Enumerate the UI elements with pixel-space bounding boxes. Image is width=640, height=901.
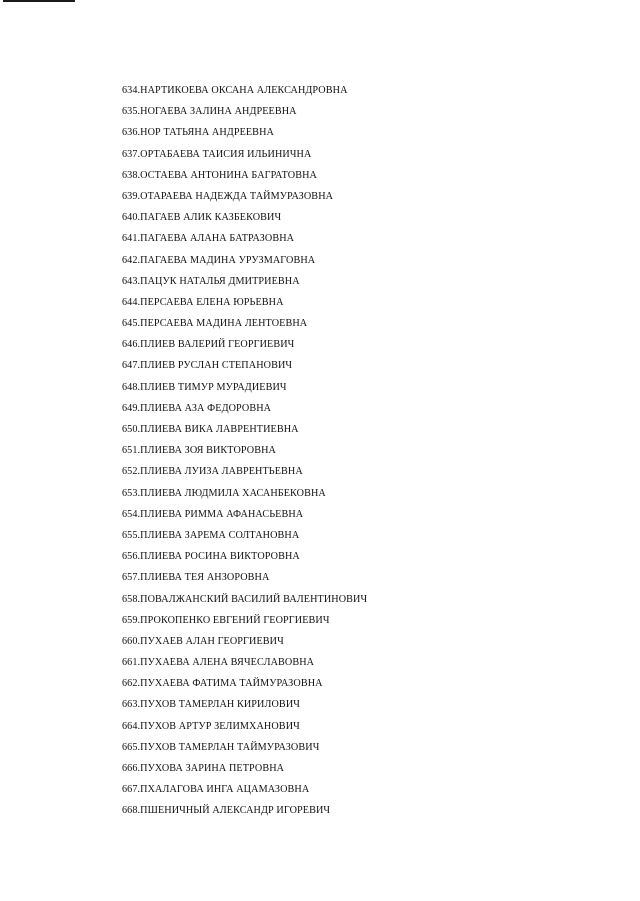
list-item: 639.ОТАРАЕВА НАДЕЖДА ТАЙМУРАЗОВНА — [122, 190, 334, 202]
list-item: 652.ПЛИЕВА ЛУИЗА ЛАВРЕНТЬЕВНА — [122, 466, 303, 478]
list-item: 636.НОР ТАТЬЯНА АНДРЕЕВНА — [122, 127, 274, 139]
list-item: 637.ОРТАБАЕВА ТАИСИЯ ИЛЬИНИЧНА — [122, 148, 312, 160]
list-item: 634.НАРТИКОЕВА ОКСАНА АЛЕКСАНДРОВНА — [122, 85, 348, 96]
list-item: 658.ПОВАЛЖАНСКИЙ ВАСИЛИЙ ВАЛЕНТИНОВИЧ — [122, 593, 368, 605]
list-item: 640.ПАГАЕВ АЛИК КАЗБЕКОВИЧ — [122, 212, 282, 224]
list-item: 643.ПАЦУК НАТАЛЬЯ ДМИТРИЕВНА — [122, 275, 300, 287]
list-item: 653.ПЛИЕВА ЛЮДМИЛА ХАСАНБЕКОВНА — [122, 487, 326, 499]
list-item: 663.ПУХОВ ТАМЕРЛАН КИРИЛОВИЧ — [122, 699, 300, 711]
list-item: 649.ПЛИЕВА АЗА ФЕДОРОВНА — [122, 402, 272, 414]
list-item: 638.ОСТАЕВА АНТОНИНА БАГРАТОВНА — [122, 169, 317, 181]
list-item: 651.ПЛИЕВА ЗОЯ ВИКТОРОВНА — [122, 445, 277, 457]
list-item: 647.ПЛИЕВ РУСЛАН СТЕПАНОВИЧ — [122, 360, 293, 372]
list-item: 657.ПЛИЕВА ТЕЯ АНЗОРОВНА — [122, 572, 270, 584]
list-item: 648.ПЛИЕВ ТИМУР МУРАДИЕВИЧ — [122, 381, 287, 393]
list-item: 664.ПУХОВ АРТУР ЗЕЛИМХАНОВИЧ — [122, 720, 300, 732]
list-item: 666.ПУХОВА ЗАРИНА ПЕТРОВНА — [122, 763, 285, 774]
list-item: 661.ПУХАЕВА АЛЕНА ВЯЧЕСЛАВОВНА — [122, 657, 315, 669]
name-list — [122, 80, 377, 822]
list-item: 665.ПУХОВ ТАМЕРЛАН ТАЙМУРАЗОВИЧ — [122, 741, 320, 753]
list-item: 659.ПРОКОПЕНКО ЕВГЕНИЙ ГЕОРГИЕВИЧ — [122, 614, 330, 626]
list-item: 645.ПЕРСАЕВА МАДИНА ЛЕНТОЕВНА — [122, 318, 308, 330]
list-item: 668.ПШЕНИЧНЫЙ АЛЕКСАНДР ИГОРЕВИЧ — [122, 805, 331, 817]
list-item: 644.ПЕРСАЕВА ЕЛЕНА ЮРЬЕВНА — [122, 296, 284, 308]
list-item: 641.ПАГАЕВА АЛАНА БАТРАЗОВНА — [122, 233, 295, 245]
scan-edge-mark — [3, 0, 75, 2]
list-item: 650.ПЛИЕВА ВИКА ЛАВРЕНТИЕВНА — [122, 424, 299, 435]
list-item: 635.НОГАЕВА ЗАЛИНА АНДРЕЕВНА — [122, 106, 297, 118]
list-item: 655.ПЛИЕВА ЗАРЕМА СОЛТАНОВНА — [122, 529, 300, 541]
list-item: 662.ПУХАЕВА ФАТИМА ТАЙМУРАЗОВНА — [122, 678, 323, 690]
list-item: 642.ПАГАЕВА МАДИНА УРУЗМАГОВНА — [122, 254, 316, 266]
list-item: 656.ПЛИЕВА РОСИНА ВИКТОРОВНА — [122, 551, 300, 563]
list-item: 646.ПЛИЕВ ВАЛЕРИЙ ГЕОРГИЕВИЧ — [122, 339, 295, 351]
list-item: 660.ПУХАЕВ АЛАН ГЕОРГИЕВИЧ — [122, 635, 284, 647]
list-item: 654.ПЛИЕВА РИММА АФАНАСЬЕВНА — [122, 508, 304, 520]
list-item: 667.ПХАЛАГОВА ИНГА АЦАМАЗОВНА — [122, 784, 310, 796]
